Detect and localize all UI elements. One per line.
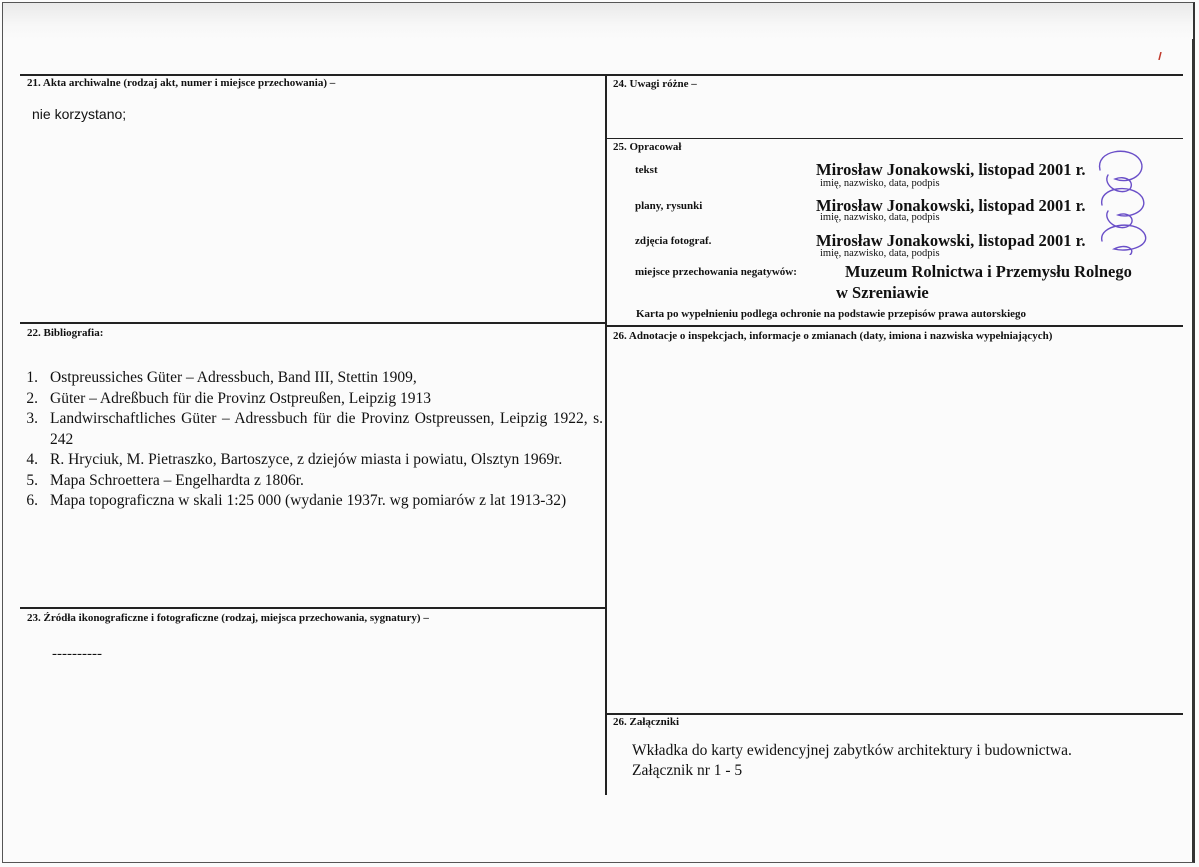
section-23-text: ---------- bbox=[52, 646, 102, 662]
author-photos-caption: imię, nazwisko, data, podpis bbox=[820, 248, 940, 259]
author-plans-caption: imię, nazwisko, data, podpis bbox=[820, 212, 940, 223]
list-item: 6. Mapa topograficzna w skali 1:25 000 (wydanie 1937r. wg pomiarów z lat 1913-32) bbox=[26, 492, 567, 509]
author-text-label: tekst bbox=[635, 164, 658, 176]
divider-25-26 bbox=[606, 325, 1183, 327]
section-21-header: 21. Akta archiwalne (rodzaj akt, numer i miejsce przechowania) – bbox=[27, 77, 336, 89]
scan-top-edge bbox=[3, 3, 1193, 39]
author-photos-value: Mirosław Jonakowski, listopad 2001 r. bbox=[816, 231, 1086, 250]
section-25-header: 25. Opracował bbox=[613, 141, 682, 153]
copyright-note: Karta po wypełnieniu podlega ochronie na podstawie przepisów prawa autorskiego bbox=[636, 308, 1027, 320]
divider-24-25 bbox=[606, 138, 1183, 139]
attachments-line-1: Wkładka do karty ewidencyjnej zabytków architektury i budownictwa. bbox=[632, 742, 1072, 759]
divider-vertical bbox=[605, 74, 607, 795]
bibliography-list bbox=[20, 368, 603, 512]
author-text-caption: imię, nazwisko, data, podpis bbox=[820, 178, 940, 189]
negatives-value-2: w Szreniawie bbox=[836, 283, 929, 302]
list-item: 2. Güter – Adreßbuch für die Provinz Ostpreußen, Leipzig 1913 bbox=[26, 389, 431, 407]
negatives-value-1: Muzeum Rolnictwa i Przemysłu Rolnego bbox=[845, 262, 1132, 281]
list-item: 4. R. Hryciuk, M. Pietraszko, Bartoszyce, z dziejów miasta i powiatu, Olsztyn 1969r. bbox=[26, 451, 563, 468]
section-26-attachments-header: 26. Załączniki bbox=[613, 716, 680, 728]
divider-26-zalaczniki bbox=[606, 713, 1183, 715]
divider-22-23 bbox=[20, 607, 606, 609]
section-26-adnotacje-header: 26. Adnotacje o inspekcjach, informacje o zmianach (daty, imiona i nazwiska wypełniających) bbox=[613, 330, 1053, 342]
author-text-value: Mirosław Jonakowski, listopad 2001 r. bbox=[816, 160, 1086, 179]
ink-mark bbox=[1157, 52, 1163, 60]
negatives-label: miejsce przechowania negatywów: bbox=[635, 266, 797, 278]
author-plans-value: Mirosław Jonakowski, listopad 2001 r. bbox=[816, 196, 1086, 215]
section-21-text: nie korzystano; bbox=[32, 106, 127, 122]
list-item: 5. Mapa Schroettera – Engelhardta z 1806r. bbox=[26, 471, 304, 489]
list-item: 1. Ostpreussiches Güter – Adressbuch, Band III, Stettin 1909, bbox=[26, 369, 417, 386]
signature-drawing bbox=[1090, 145, 1160, 255]
section-24-header: 24. Uwagi różne – bbox=[613, 78, 697, 90]
divider-top bbox=[20, 74, 1183, 76]
attachments-line-2: Załącznik nr 1 - 5 bbox=[632, 762, 743, 779]
divider-21-22 bbox=[20, 322, 606, 324]
section-22-header: 22. Bibliografia: bbox=[27, 327, 104, 339]
list-item: 3. Landwirschaftliches Güter – Adressbuch für die Provinz Ostpreussen, Leipzig 1922, s. 242 bbox=[26, 410, 603, 448]
section-23-header: 23. Źródła ikonograficzne i fotograficzne (rodzaj, miejsca przechowania, sygnatury) – bbox=[27, 612, 429, 624]
author-plans-label: plany, rysunki bbox=[635, 200, 703, 212]
author-photos-label: zdjęcia fotograf. bbox=[635, 235, 712, 247]
